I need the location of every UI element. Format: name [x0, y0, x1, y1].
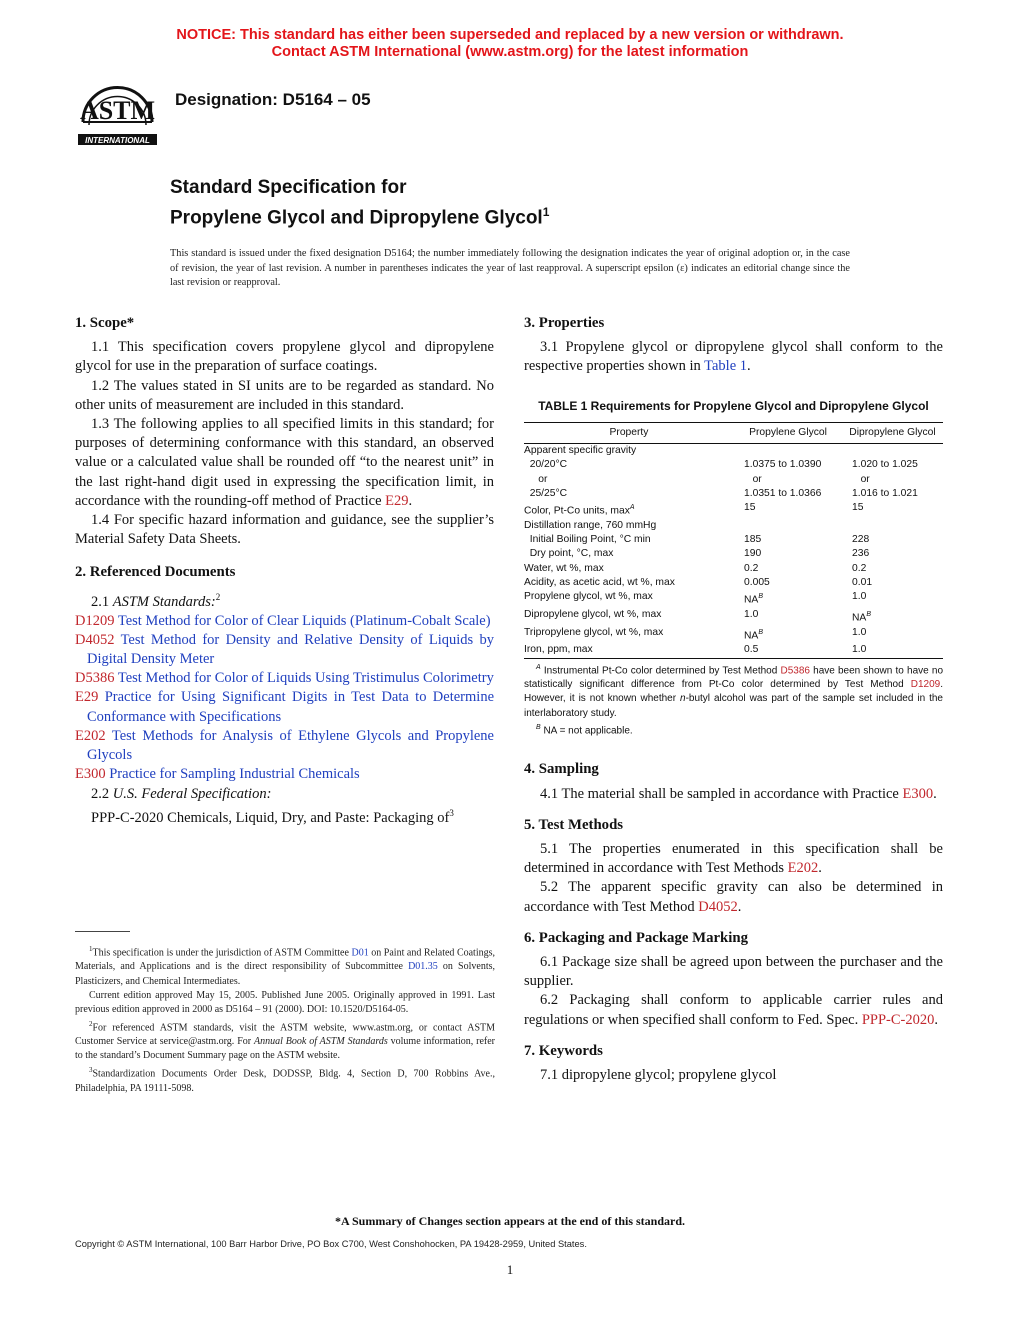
table-row: [524, 487, 943, 501]
cell-property: Initial Boiling Point, °C min: [524, 534, 651, 546]
section-7-heading: 7. Keywords: [524, 1042, 603, 1059]
section-4-heading: 4. Sampling: [524, 761, 599, 778]
intro-paragraph: This standard is issued under the fixed designation D5164; the number immediately following the designation indicates the year of original adoption or, in the case of revision, the year of last revision. A number in parentheses indicates the year of last reapproval. A superscript epsilon (ε) indicates an editorial change since the last revision or reapproval.: [170, 248, 850, 289]
cell-propylene: 0.005: [744, 577, 770, 588]
para-2-1: 2.1 ASTM Standards:$^2$: [91, 591, 221, 610]
para-2-2: 2.2 U.S. Federal Specification:: [91, 785, 272, 802]
cell-property: or: [524, 473, 548, 485]
reference-item[interactable]: D5386 Test Method for Color of Liquids Using Tristimulus Colorimetry: [75, 670, 494, 687]
link-ppp-c-2020[interactable]: PPP-C-2020: [861, 1011, 935, 1028]
footnote-rule: [75, 931, 130, 932]
table-row: [524, 501, 943, 519]
cell-property: Apparent specific gravity: [524, 444, 637, 456]
cell-property: Color, Pt-Co units, $\max^A$: [524, 504, 635, 517]
cell-property: 25/25°C: [524, 487, 568, 499]
cell-propylene: $NA^B$: [744, 593, 763, 606]
para-5-2: 5.2 The apparent specific gravity can also be determined in accordance with Test Method D4052.: [524, 879, 943, 915]
link-e300[interactable]: E300: [902, 785, 934, 802]
table-caption: TABLE 1 Requirements for Propylene Glycol and Dipropylene Glycol: [538, 398, 929, 413]
logo-letters: ASTM: [79, 96, 156, 125]
cell-propylene: 185: [744, 534, 762, 546]
footnote-1: $^1$This specification is under the jurisdiction of ASTM Committee D01 on Paint and Related Coatings, Materials, and Applications and is the direct responsibility of Subcommittee D01.35 on Solvents, Plasticizers, and Chemical Intermediates.: [75, 945, 496, 987]
link-e202[interactable]: E202: [787, 860, 819, 877]
cell-dipropylene: 0.01: [852, 577, 873, 588]
para-1-1: 1.1 This specification covers propylene glycol and dipropylene glycol for use in the preparation of surface coatings.: [75, 339, 494, 375]
footnote-1-edition: Current edition approved May 15, 2005. Published June 2005. Originally approved in 1991. Last previous edition approved in 2000 as D5164 – 91 (2000). DOI: 10.1520/D5164-05.: [75, 989, 495, 1015]
cell-propylene: or: [744, 473, 762, 485]
cell-propylene: 1.0: [744, 609, 759, 621]
cell-property: Iron, ppm, max: [524, 644, 593, 656]
cell-propylene: $NA^B$: [744, 628, 763, 642]
col-header-property: Property: [609, 426, 649, 438]
cell-dipropylene: 228: [852, 534, 870, 546]
summary-note: *A Summary of Changes section appears at the end of this standard.: [334, 1214, 686, 1228]
para-1-3: 1.3 The following applies to all specified limits in this standard; for purposes of determining conformance with this standard, an observed value or a calculated value shall be rounded off “to the nearest unit” in the last right-hand digit used in expressing the specification limit, in accordance with the rounding-off method of Practice E29.: [75, 416, 494, 509]
footnotes: [75, 942, 495, 1096]
withdrawal-notice: [0, 27, 1020, 61]
cell-dipropylene: 1.0: [852, 591, 867, 603]
cell-dipropylene: or: [852, 473, 870, 485]
section-3-heading: 3. Properties: [524, 315, 605, 331]
cell-dipropylene: 1.0: [852, 644, 867, 656]
cell-dipropylene: 15: [852, 502, 864, 514]
para-4-1: 4.1 The material shall be sampled in accordance with Practice E300.: [540, 785, 937, 802]
para-1-2: 1.2 The values stated in SI units are to be regarded as standard. No other units of measurement are included in this standard.: [75, 377, 494, 413]
table-row: [524, 562, 943, 576]
copyright: Copyright © ASTM International, 100 Barr Harbor Drive, PO Box C700, West Conshohocken, PA 19428-2959, United States.: [75, 1239, 587, 1249]
reference-item[interactable]: E300 Practice for Sampling Industrial Chemicals: [75, 766, 360, 783]
section-5-heading: 5. Test Methods: [524, 816, 624, 833]
table-row: [524, 533, 943, 547]
table-row: [524, 458, 943, 472]
link-table-1[interactable]: Table 1: [704, 358, 748, 375]
link-d01[interactable]: D01: [351, 947, 369, 959]
table-row: [524, 576, 943, 590]
document-title: [170, 175, 549, 230]
notice-line-2: Contact ASTM International (www.astm.org) for the latest information: [271, 44, 749, 60]
cell-dipropylene: $NA^B$: [852, 611, 871, 624]
table-note-a: $^A$ Instrumental Pt-Co color determined by Test Method D5386 have been shown to have no statistically significant difference from Pt-Co color determined by Test Method D1209. However, it is not known whether n-butyl alcohol was part of the sample set included in the interlaboratory study.: [524, 658, 943, 721]
para-3-1: 3.1 Propylene glycol or dipropylene glycol shall conform to the respective properties shown in Table 1.: [524, 339, 943, 375]
cell-propylene: [734, 519, 842, 533]
table-row: [524, 626, 943, 644]
cell-propylene: 1.0351 to 1.0366: [744, 487, 822, 499]
right-column: [524, 314, 943, 1085]
table-row: [524, 443, 943, 458]
table-row: [524, 608, 943, 626]
page-number: 1: [506, 1262, 514, 1277]
reference-item[interactable]: E202 Test Methods for Analysis of Ethylene Glycols and Propylene Glycols: [75, 727, 494, 764]
cell-propylene: [734, 443, 842, 458]
table-row: [524, 590, 943, 608]
cell-propylene: 0.5: [744, 644, 759, 656]
designation: Designation: D5164 – 05: [175, 90, 371, 109]
title-footnote-mark: 1: [542, 205, 550, 219]
section-2-heading: 2. Referenced Documents: [75, 564, 236, 581]
astm-logo-icon: [75, 77, 160, 152]
para-6-1: 6.1 Package size shall be agreed upon between the purchaser and the supplier.: [524, 954, 943, 990]
astm-logo: [75, 77, 160, 152]
cell-dipropylene: 1.020 to 1.025: [852, 459, 918, 471]
cell-dipropylene: 236: [852, 548, 870, 560]
table-body: [524, 443, 943, 657]
left-column: [75, 314, 494, 828]
para-1-4: 1.4 For specific hazard information and guidance, see the supplier’s Material Safety Data Sheets.: [75, 512, 494, 548]
reference-item[interactable]: D4052 Test Method for Density and Relative Density of Liquids by Digital Density Meter: [75, 631, 494, 668]
table-row: [524, 473, 943, 487]
cell-property: Tripropylene glycol, wt %, max: [524, 626, 664, 638]
cell-dipropylene: 0.2: [852, 562, 867, 574]
cell-propylene: 15: [744, 502, 756, 514]
cell-dipropylene: 1.016 to 1.021: [852, 487, 918, 499]
reference-item[interactable]: D1209 Test Method for Color of Clear Liquids (Platinum-Cobalt Scale): [75, 612, 491, 629]
footnote-3: $^3$Standardization Documents Order Desk, DODSSP, Bldg. 4, Section D, 700 Robbins Ave., Philadelphia, PA 19111-5098.: [75, 1066, 495, 1094]
requirements-table: [524, 422, 943, 658]
cell-property: Distillation range, 760 mmHg: [524, 519, 657, 531]
cell-property: Dry point, °C, max: [524, 548, 614, 560]
section-6-heading: 6. Packaging and Package Marking: [524, 929, 749, 946]
para-7-1: 7.1 dipropylene glycol; propylene glycol: [540, 1067, 777, 1084]
footnote-2: $^2$For referenced ASTM standards, visit the ASTM website, www.astm.org, or contact ASTM Customer Service at service@astm.org. For Annual Book of ASTM Standards volume information, refer to the standard’s Document Summary page on the ASTM website.: [75, 1019, 495, 1062]
cell-dipropylene: 1.0: [852, 626, 867, 638]
table-note-b: $^B$ NA = not applicable.: [536, 723, 633, 737]
col-header-dipropylene: Dipropylene Glycol: [849, 426, 936, 438]
reference-item[interactable]: E29 Practice for Using Significant Digits in Test Data to Determine Conformance with Specifications: [75, 689, 495, 725]
cell-propylene: 1.0375 to 1.0390: [744, 459, 822, 471]
notice-line-1: NOTICE: This standard has either been superseded and replaced by a new version or withdrawn.: [176, 27, 844, 43]
link-d01-35[interactable]: D01.35: [408, 961, 438, 973]
ppp-reference: PPP-C-2020 Chemicals, Liquid, Dry, and Paste: Packaging $of^3$: [91, 807, 454, 826]
cell-property: Water, wt %, max: [524, 562, 604, 574]
table-row: [524, 547, 943, 561]
col-header-propylene: Propylene Glycol: [749, 426, 827, 438]
logo-sub: INTERNATIONAL: [85, 136, 150, 145]
cell-propylene: 0.2: [744, 562, 759, 574]
link-d4052[interactable]: D4052: [698, 898, 738, 915]
section-1-heading: 1. Scope*: [75, 315, 135, 331]
title-line-2: Propylene Glycol and Dipropylene Glycol$^1$: [170, 205, 550, 229]
title-line-1: Standard Specification for: [170, 177, 407, 198]
link-d1209[interactable]: D1209: [910, 679, 941, 691]
cell-dipropylene: [842, 519, 943, 533]
para-5-1: 5.1 The properties enumerated in this specification shall be determined in accordance with Test Methods E202.: [524, 841, 943, 877]
cell-property: Acidity, as acetic acid, wt %, max: [524, 577, 675, 588]
link-e29[interactable]: E29: [385, 492, 409, 509]
cell-property: 20/20°C: [524, 459, 568, 471]
cell-propylene: 190: [744, 548, 762, 560]
cell-dipropylene: [842, 443, 943, 458]
cell-property: Dipropylene glycol, wt %, max: [524, 609, 662, 621]
cell-property: Propylene glycol, wt %, max: [524, 591, 653, 603]
table-row: [524, 519, 943, 533]
link-d5386[interactable]: D5386: [780, 665, 810, 677]
reference-list: [75, 612, 494, 785]
table-row: [524, 643, 943, 657]
para-6-2: 6.2 Packaging shall conform to applicable carrier rules and regulations or when specified shall conform to Fed. Spec. PPP-C-2020.: [524, 992, 943, 1028]
